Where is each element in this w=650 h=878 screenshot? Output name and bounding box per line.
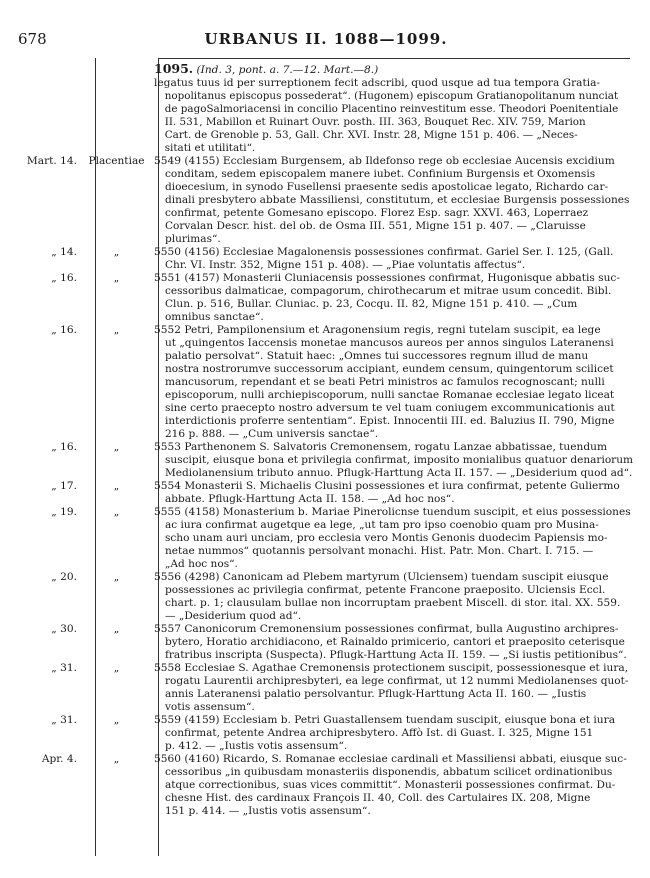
entry-date: „ 14. xyxy=(51,246,77,258)
entry-date: „ 31. xyxy=(51,714,77,726)
intro-lines xyxy=(154,77,630,155)
entry-line: p. 412. — „Iustis votis assensum“. xyxy=(164,740,348,752)
entry-line: fratribus inscripta (Suspecta). Pflugk-Harttung Acta II. 159. — „Si iustis petitionibus“. xyxy=(164,649,627,661)
regest-entry xyxy=(16,246,630,272)
entry-place: „ xyxy=(113,753,120,765)
entry-line: dinali presbytero abbate Massiliensi, constitutum, et ecclesiae Burgensis possessiones xyxy=(164,194,630,206)
entry-line: 5555 (4158) Monasterium b. Mariae Pinerolicnse tuendum suscipit, et eius possessiones xyxy=(154,506,631,518)
entry-text xyxy=(145,753,630,818)
entry-place: Placentiae xyxy=(88,155,145,167)
entry-line: scho unam auri unciam, pro ecclesia vero Montis Genonis duodecim Papiensis mo- xyxy=(164,532,608,544)
entry-line: 5558 Ecclesiae S. Agathae Cremonensis protectionem suscipit, possessionesque et iura, xyxy=(154,662,629,674)
entry-line: 5549 (4155) Ecclesiam Burgensem, ab Ildefonso rege ob ecclesiae Aucensis excidium xyxy=(154,155,615,167)
entry-date: „ 20. xyxy=(51,571,77,583)
entry-date: „ 19. xyxy=(51,506,77,518)
entry-date: „ 30. xyxy=(51,623,77,635)
entry-line: ut „quingentos Iaccensis monetae mancusos aureos per annos singulos Lateranensi xyxy=(164,337,614,349)
entry-place: „ xyxy=(113,662,120,674)
entry-text xyxy=(145,506,631,571)
entry-line: palatio persolvat“. Statuit haec: „Omnes tui successores regnum illud de manu xyxy=(164,350,589,362)
entry-text xyxy=(145,480,630,506)
entry-line: 5553 Parthenonem S. Salvatoris Cremonensem, rogatu Lanzae abbatissae, tuendum xyxy=(154,441,607,453)
entry-line: 216 p. 888. — „Cum universis sanctae“. xyxy=(164,428,379,440)
entry-text xyxy=(145,623,630,662)
entry-line: plurimas“. xyxy=(164,233,221,245)
entry-line: — „Desiderium quod ad“. xyxy=(164,610,302,622)
entry-line: annis Lateranensi palatio persolvantur. Pflugk-Harttung Acta II. 160. — „Iustis xyxy=(164,688,587,700)
entries-list xyxy=(16,155,634,818)
regest-entry xyxy=(16,623,630,662)
year-note: (Ind. 3, pont. a. 7.—12. Mart.—8.) xyxy=(196,64,379,76)
entry-line: episcoporum, nulli archiepiscoporum, nulli sanctae Romanae ecclesiae legato liceat xyxy=(164,389,615,401)
entry-line: rogatu Laurentii archipresbyteri, ea lege confirmat, ut 12 nummi Mediolanenses quot- xyxy=(164,675,629,687)
entry-line: „Ad hoc nos“. xyxy=(164,558,238,570)
entry-line: chart. p. 1; clausulam bullae non incorruptam praebent Miscell. di stor. ital. XX. 559. xyxy=(164,597,621,609)
year-heading: 1095. xyxy=(154,61,194,76)
page-header xyxy=(18,30,634,52)
entry-line: bytero, Horatio archidiacono, et Rainaldo primicerio, cantori et praeposito ceterisque xyxy=(164,636,625,648)
entry-place: „ xyxy=(113,480,120,492)
entry-line: chesne Hist. des cardinaux François II. 40, Coll. des Cartulaires IX. 208, Migne xyxy=(164,792,591,804)
entry-line: 5552 Petri, Pampilonensium et Aragonensium regis, regni tutelam suscipit, ea lege xyxy=(154,324,601,336)
intro-line: nopolitanus episcopus possederat“. (Hugonem) episcopum Gratianopolitanum nunciat xyxy=(164,90,619,102)
entry-line: sine certo praecepto nostro adversum te vel tuam coniugem excommunicationis aut xyxy=(164,402,615,414)
intro-line: Cart. de Grenoble p. 53, Gall. Chr. XVI. Instr. 28, Migne 151 p. 406. — „Neces- xyxy=(164,129,578,141)
regest-entry xyxy=(16,272,630,324)
entry-line: omnibus sanctae“. xyxy=(164,311,264,323)
entry-line: nostra nostrorumve successorum accipiant, eundem censum, quingentorum scilicet xyxy=(164,363,614,375)
regest-entry xyxy=(16,753,630,818)
entry-line: 5560 (4160) Ricardo, S. Romanae ecclesiae cardinali et Massiliensi abbati, eiusque suc- xyxy=(154,753,627,765)
page-number: 678 xyxy=(18,30,47,48)
entry-line: suscipit, eiusque bona et privilegia confirmat, imposito monialibus quatuor denariorum xyxy=(164,454,634,466)
regest-entry xyxy=(16,571,630,623)
entry-line: Chr. VI. Instr. 352, Migne 151 p. 408). — „Piae voluntatis affectus“. xyxy=(164,259,526,271)
entry-date: „ 31. xyxy=(51,662,77,674)
entry-text xyxy=(145,441,635,480)
entry-line: confirmat, petente Gomesano episcopo. Florez Esp. sagr. XXVI. 463, Loperraez xyxy=(164,207,589,219)
intro-line: legatus tuus id per surreptionem fecit adscribi, quod usque ad tua tempora Gratia- xyxy=(154,77,601,89)
entry-line: Corvalan Descr. hist. del ob. de Osma III. 551, Migne 151 p. 407. — „Claruisse xyxy=(164,220,586,232)
entry-line: netae nummos“ quotannis persolvant monachi. Hist. Patr. Mon. Chart. I. 715. — xyxy=(164,545,594,557)
entry-date: „ 16. xyxy=(51,441,77,453)
table-top-rule xyxy=(158,58,630,59)
regesta-body xyxy=(16,61,634,818)
entry-line: 5559 (4159) Ecclesiam b. Petri Guastallensem tuendam suscipit, eiusque bona et iura xyxy=(154,714,616,726)
entry-line: possessiones ac privilegia confirmat, petente Francone praeposito. Ulciensis Eccl. xyxy=(164,584,606,596)
entry-line: votis assensum“. xyxy=(164,701,255,713)
entry-line: interdictionis proferre sententiam“. Epist. Innocentii III. ed. Baluzius II. 790, Migne xyxy=(164,415,615,427)
regest-entry xyxy=(16,480,630,506)
intro-line: de pagoSalmoriacensi in concilio Placentino reinvestitum esse. Theodori Poenitentiale xyxy=(164,103,619,115)
regest-entry xyxy=(16,441,634,480)
entry-text xyxy=(145,571,630,623)
entry-line: confirmat, petente Andrea archipresbytero. Affò Ist. di Guast. I. 325, Migne 151 xyxy=(164,727,594,739)
intro-block xyxy=(16,62,630,155)
entry-date: „ 17. xyxy=(51,480,77,492)
entry-place: „ xyxy=(113,506,120,518)
entry-date: Mart. 14. xyxy=(26,155,77,167)
entry-line: 5556 (4298) Canonicam ad Plebem martyrum (Ulciensem) tuendam suscipit eiusque xyxy=(154,571,609,583)
entry-place: „ xyxy=(113,441,120,453)
entry-date: „ 16. xyxy=(51,324,77,336)
entry-line: 5554 Monasterii S. Michaelis Clusini possessiones et iura confirmat, petente Guliermo xyxy=(154,480,620,492)
entry-place: „ xyxy=(113,324,120,336)
entry-place: „ xyxy=(113,623,120,635)
entry-line: cessoribus „in quibusdam monasteriis disponendis, abbatum scilicet ordinationibus xyxy=(164,766,613,778)
entry-place: „ xyxy=(113,246,120,258)
entry-text xyxy=(145,324,630,441)
regest-entry xyxy=(16,714,630,753)
entry-line: 151 p. 414. — „Iustis votis assensum“. xyxy=(164,805,371,817)
entry-text xyxy=(145,662,630,714)
entry-line: cessoribus dalmaticae, compagorum, chirothecarum et mitrae usum concedit. Bibl. xyxy=(164,285,612,297)
entry-place: „ xyxy=(113,272,120,284)
entry-text xyxy=(145,246,630,272)
running-title: URBANUS II. 1088—1099. xyxy=(204,30,448,48)
entry-line: 5557 Canonicorum Cremonensium possessiones confirmat, bulla Augustino archipres- xyxy=(154,623,619,635)
regest-entry xyxy=(16,506,630,571)
entry-line: 5550 (4156) Ecclesiae Magalonensis possessiones confirmat. Gariel Ser. I. 125, (Gall. xyxy=(154,246,614,258)
entry-place: „ xyxy=(113,571,120,583)
intro-line: II. 531, Mabillon et Ruinart Ouvr. posth. III. 363, Bouquet Rec. XIV. 759, Marion xyxy=(164,116,586,128)
entry-text xyxy=(145,272,630,324)
entry-date: „ 16. xyxy=(51,272,77,284)
entry-line: Clun. p. 516, Bullar. Cluniac. p. 23, Cocqu. II. 82, Migne 151 p. 410. — „Cum xyxy=(164,298,578,310)
entry-text xyxy=(145,155,631,246)
entry-line: abbate. Pflugk-Harttung Acta II. 158. — „Ad hoc nos“. xyxy=(164,493,455,505)
entry-line: conditam, sedem episcopalem manere iubet. Confinium Burgensis et Oxomensis xyxy=(164,168,596,180)
entry-line: Mediolanensium tributo annuo. Pflugk-Harttung Acta II. 157. — „Desiderium quod ad“. xyxy=(164,467,633,479)
intro-line: sitati et utilitati“. xyxy=(164,142,256,154)
entry-line: 5551 (4157) Monasterii Cluniacensis possessiones confirmat, Hugonisque abbatis suc- xyxy=(154,272,620,284)
entry-line: mancusorum, rependant et se beati Petri ministros ac famulos recognoscant; nulli xyxy=(164,376,605,388)
regest-entry xyxy=(16,155,630,246)
entry-place: „ xyxy=(113,714,120,726)
regest-entry xyxy=(16,324,630,441)
entry-text xyxy=(145,714,630,753)
entry-line: ac iura confirmat augetque ea lege, „ut tam pro ipso coenobio quam pro Musina- xyxy=(164,519,599,531)
entry-line: dioecesium, in synodo Fusellensi praesente sedis apostolicae legato, Richardo car- xyxy=(164,181,609,193)
regest-entry xyxy=(16,662,630,714)
entry-line: atque correctionibus, suas vices committit“. Monasterii possessiones confirmat. Du- xyxy=(164,779,616,791)
entry-date: Apr. 4. xyxy=(41,753,77,765)
